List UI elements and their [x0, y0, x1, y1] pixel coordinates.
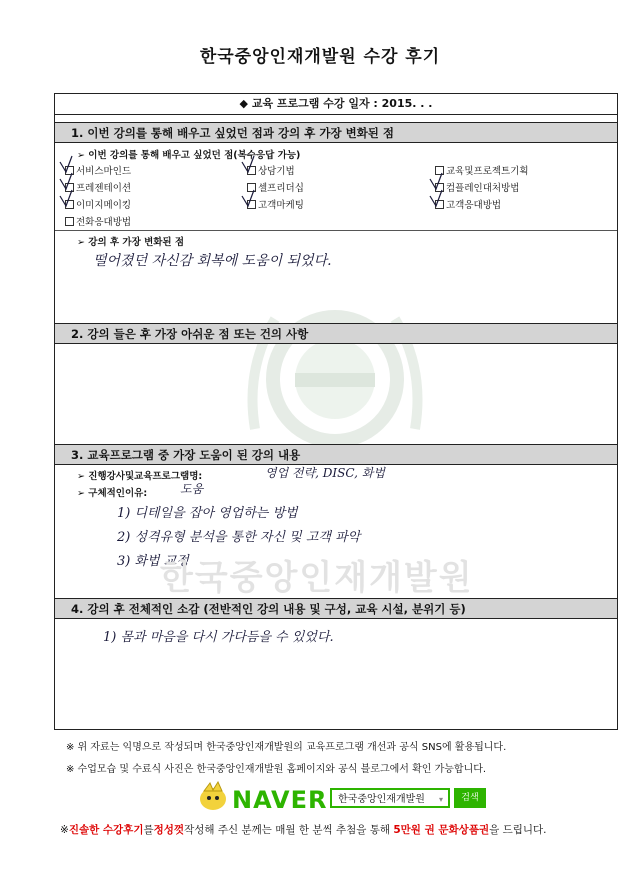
watermark-text: 한국중앙인재개발원: [160, 558, 474, 598]
check-mark-5: [242, 190, 254, 206]
section-3-label-reason: ➢ 구체적인이유:: [77, 488, 148, 499]
check-mark-3: [60, 190, 72, 206]
section-3-reason-value[interactable]: 도움: [180, 482, 204, 496]
check-mark-1: [60, 156, 72, 172]
option-image-making[interactable]: 이미지메이킹: [65, 197, 131, 211]
option-marketing[interactable]: 고객마케팅: [247, 197, 304, 211]
watermark-emblem: [225, 289, 445, 469]
chevron-down-icon: ▾: [438, 795, 443, 804]
option-education-planning[interactable]: 교육및프로젝트기획: [435, 163, 529, 177]
check-mark-6: [430, 173, 442, 189]
section-4-header: 4. 강의 후 전체적인 소감 (전반적인 강의 내용 및 구성, 교육 시설, 분위기 등): [55, 598, 617, 619]
footer-highlight-1: 진솔한 수강후기: [68, 824, 144, 836]
option-customer-service[interactable]: 고객응대방법: [435, 197, 501, 211]
option-presentation[interactable]: 프레젠테이션: [65, 180, 131, 194]
section-4-answer[interactable]: 1) 몸과 마음을 다시 가다듬을 수 있었다.: [103, 630, 334, 645]
note-1: ※ 위 자료는 익명으로 작성되며 한국중앙인재개발원의 교육프로그램 개선과 공식 SNS에 활용됩니다.: [66, 742, 507, 753]
section-1-sub2: ➢ 강의 후 가장 변화된 점: [77, 237, 185, 248]
section-3-program-value[interactable]: 영업 전략, DISC, 화법: [265, 466, 385, 480]
section-3-label-program: ➢ 진행강사및교육프로그램명:: [77, 471, 203, 482]
review-form: [54, 93, 618, 730]
section-3-header: 3. 교육프로그램 중 가장 도움이 된 강의 내용: [55, 444, 617, 465]
naver-search-box[interactable]: [330, 788, 450, 808]
naver-search-text: 한국중앙인재개발원: [338, 794, 425, 805]
check-mark-2: [60, 173, 72, 189]
footer-text-1: 를: [143, 824, 154, 836]
footer-highlight-2: 정성껏: [153, 824, 185, 836]
check-mark-4: [242, 156, 254, 172]
section-2-header: 2. 강의 들은 후 가장 아쉬운 점 또는 건의 사항: [55, 323, 617, 344]
section-1-answer[interactable]: 떨어졌던 자신감 회복에 도움이 되었다.: [93, 253, 332, 269]
section-3-line-2[interactable]: 2) 성격유형 분석을 통한 자신 및 고객 파악: [117, 530, 361, 545]
date-line: ◆ 교육 프로그램 수강 일자 : 2015. . .: [55, 94, 617, 115]
check-marks: [55, 154, 617, 234]
section-1-header: 1. 이번 강의를 통해 배우고 싶었던 점과 강의 후 가장 변화된 점: [55, 122, 617, 143]
section-1-sub1: ➢ 이번 강의를 통해 배우고 싶었던 점(복수응답 가능): [77, 150, 301, 161]
footer-text-3: 을 드립니다.: [489, 824, 547, 836]
section-3-line-1[interactable]: 1) 디테일을 잡아 영업하는 방법: [117, 506, 298, 521]
option-self-leadership[interactable]: 셀프리더십: [247, 180, 304, 194]
footer-text-2: 작성해 주신 분께는 매월 한 분씩 추첨을 통해: [184, 824, 390, 836]
check-mark-7: [430, 190, 442, 206]
section-3-line-3[interactable]: 3) 화법 교정: [117, 554, 189, 569]
footer-note: [60, 822, 547, 837]
naver-mascot-icon: [196, 781, 230, 813]
option-counseling[interactable]: 상담기법: [247, 163, 295, 177]
option-complaint[interactable]: 컴플레인대처방법: [435, 180, 519, 194]
option-service-mind[interactable]: 서비스마인드: [65, 163, 131, 177]
naver-logo: NAVER: [232, 786, 328, 814]
section-1-divider: [55, 230, 617, 231]
option-phone[interactable]: 전화응대방법: [65, 214, 131, 228]
footer-prefix: ※: [60, 824, 69, 836]
naver-search-button[interactable]: 검색: [454, 788, 486, 808]
page-title: 한국중앙인재개발원 수강 후기: [199, 47, 441, 67]
note-2: ※ 수업모습 및 수료식 사진은 한국중앙인재개발원 홈페이지와 공식 블로그에서 확인 가능합니다.: [66, 764, 487, 775]
footer-highlight-3: 5만원 권 문화상품권: [393, 824, 490, 836]
